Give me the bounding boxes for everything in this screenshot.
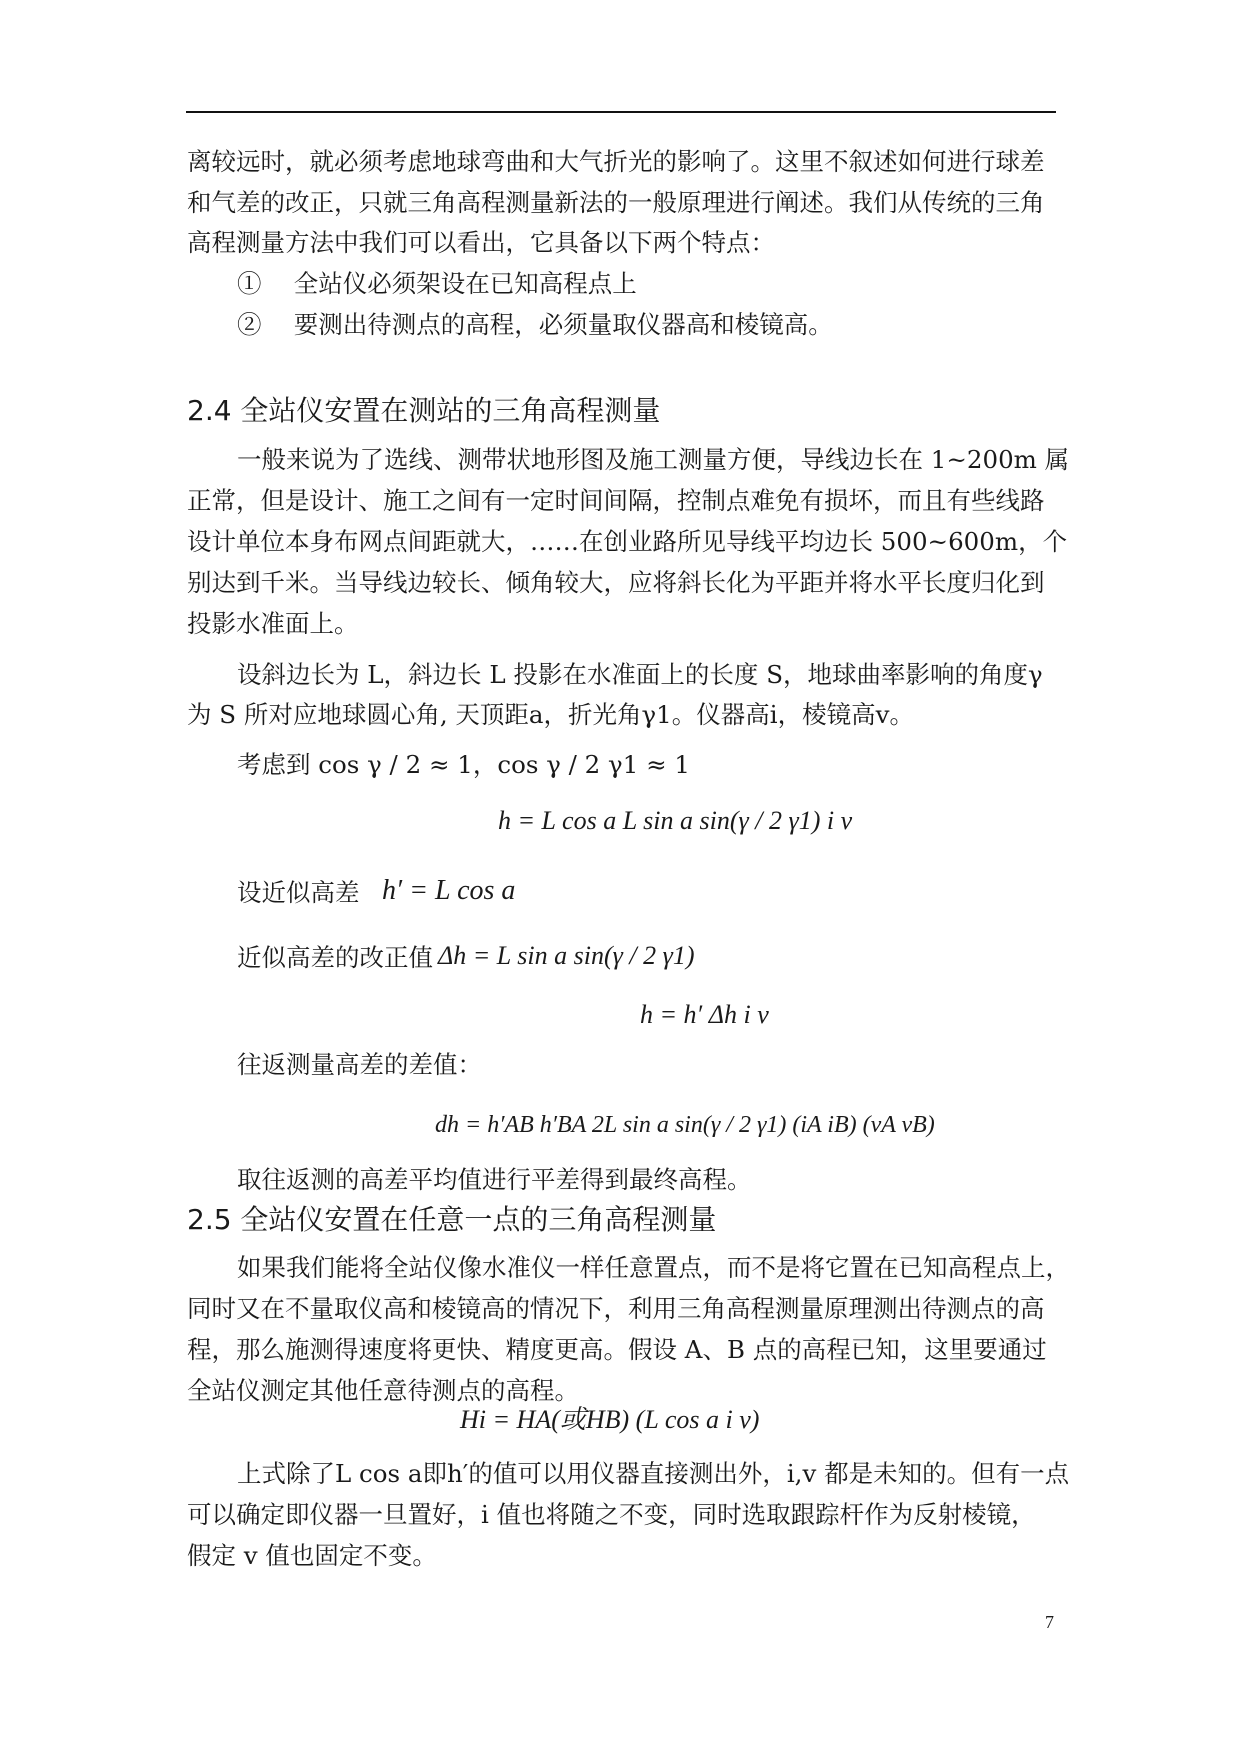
difference-label: 往返测量高差的差值： <box>237 1050 482 1079</box>
text-line: 别达到千米。当导线边较长、倾角较大，应将斜长化为平距并将水平长度归化到 <box>187 568 1045 597</box>
header-rule <box>186 111 1056 113</box>
correction-label: 近似高差的改正值 <box>237 943 433 972</box>
text-line: 取往返测的高差平均值进行平差得到最终高程。 <box>237 1165 752 1194</box>
text-line: 投影水准面上。 <box>187 609 359 638</box>
text-line: 正常，但是设计、施工之间有一定时间间隔，控制点难免有损坏，而且有些线路 <box>187 486 1045 515</box>
text-line: 如果我们能将全站仪像水准仪一样任意置点，而不是将它置在已知高程点上， <box>237 1253 1070 1282</box>
equation-4: Hi = HA(或HB) (L cos a i v) <box>460 1405 760 1434</box>
text-line: 高程测量方法中我们可以看出，它具备以下两个特点： <box>187 228 775 257</box>
text-line: 同时又在不量取仪高和棱镜高的情况下，利用三角高程测量原理测出待测点的高 <box>187 1294 1045 1323</box>
section-heading-2-4: 2.4 全站仪安置在测站的三角高程测量 <box>187 394 661 427</box>
text-line: 全站仪测定其他任意待测点的高程。 <box>187 1376 579 1405</box>
page-number: 7 <box>1045 1612 1054 1632</box>
list-item: ① 全站仪必须架设在已知高程点上 <box>237 269 637 298</box>
text-line: 程，那么施测得速度将更快、精度更高。假设 A、B 点的高程已知，这里要通过 <box>187 1335 1047 1364</box>
text-line: 设斜边长为 L，斜边长 L 投影在水准面上的长度 S，地球曲率影响的角度γ <box>237 660 1043 689</box>
correction-equation: Δh = L sin a sin(γ / 2 γ1) <box>438 941 695 970</box>
list-item: ② 要测出待测点的高程，必须量取仪器高和棱镜高。 <box>237 310 833 339</box>
text-line: 可以确定即仪器一旦置好，i 值也将随之不变，同时选取跟踪杆作为反射棱镜， <box>187 1500 1036 1529</box>
section-heading-2-5: 2.5 全站仪安置在任意一点的三角高程测量 <box>187 1203 717 1236</box>
text-line-consider: 考虑到 cos γ / 2 ≈ 1，cos γ / 2 γ1 ≈ 1 <box>237 750 690 779</box>
equation-3: dh = h′AB h′BA 2L sin a sin(γ / 2 γ1) (iA iB) (vA vB) <box>435 1112 935 1138</box>
text-line: 上式除了L cos a即h′的值可以用仪器直接测出外，i,v 都是未知的。但有一点 <box>237 1459 1070 1488</box>
text-line: 设计单位本身布网点间距就大，……在创业路所见导线平均边长 500~600m，个 <box>187 527 1068 556</box>
text-line: 和气差的改正，只就三角高程测量新法的一般原理进行阐述。我们从传统的三角 <box>187 188 1045 217</box>
equation-2: h = h′ Δh i v <box>640 1000 769 1029</box>
approx-equation: h′ = L cos a <box>382 875 516 906</box>
approx-label: 设近似高差 <box>237 878 360 907</box>
text-line: 一般来说为了选线、测带状地形图及施工测量方便，导线边长在 1~200m 属 <box>237 445 1070 474</box>
equation-1: h = L cos a L sin a sin(γ / 2 γ1) i v <box>498 806 853 835</box>
text-line: 假定 v 值也固定不变。 <box>187 1541 437 1570</box>
text-line: 离较远时，就必须考虑地球弯曲和大气折光的影响了。这里不叙述如何进行球差 <box>187 147 1045 176</box>
text-line: 为 S 所对应地球圆心角, 天顶距a，折光角γ1。仪器高i，棱镜高v。 <box>187 700 914 729</box>
